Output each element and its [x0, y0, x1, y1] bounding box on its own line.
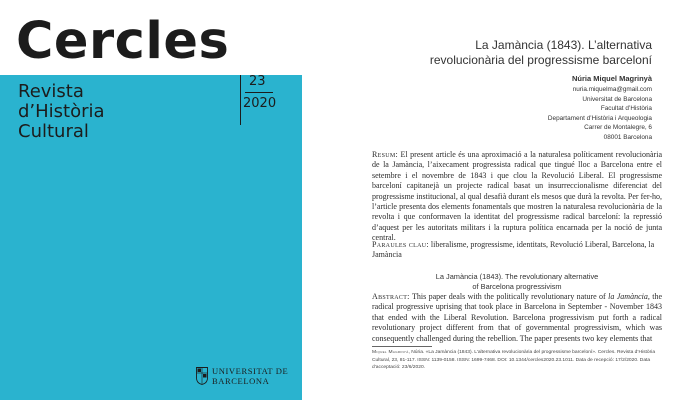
year-rule — [245, 92, 273, 93]
author-affiliation: Facultat d’Història — [600, 105, 652, 113]
abstract-catalan — [372, 150, 662, 244]
english-title-line: of Barcelona progressivism — [472, 281, 562, 291]
journal-title: Cercles — [16, 12, 230, 71]
article-first-page — [302, 0, 700, 400]
abstract-english — [372, 292, 662, 344]
journal-cover — [0, 0, 302, 400]
publication-year: 2020 — [243, 96, 277, 111]
university-name-line2: BARCELONA — [212, 376, 270, 386]
subtitle-line: Revista — [18, 81, 84, 102]
subtitle-line: Cultural — [18, 121, 89, 142]
keywords-label: Paraules clau: — [372, 240, 429, 249]
article-title-line: revolucionària del progressisme barceloní — [429, 53, 652, 67]
citation-author: Miquel Magrinyà — [372, 350, 409, 355]
abstract-italic-term: la Jamància — [608, 292, 648, 301]
keywords-text: liberalisme, progressisme, identitats, Revolució Liberal, Barcelona, la Jamància — [372, 240, 655, 260]
citation-text: , Núria. «La Jamància (1843). L’alternativa revolucionària del progressisme barceloní». Cercles. Revista d’Història Cultural, 23, 81-117. ISSN: 1139-0158. ISSN: 1699-7468. DOI: 10.1344/cercles2020.23.1011. Data de recepció: 17/2/2020. Data d’acceptació: 23/6/2020. — [372, 350, 656, 371]
citation-footer — [372, 349, 664, 372]
university-logo — [196, 366, 296, 388]
author-street: Carrer de Montalegre, 6 — [584, 124, 652, 132]
abstract-text: , the radical progressive uprising that took place in Barcelona in September - November 1843 that ended with the Liberal Revolution. Barcelona progressivism put forth a radical revolutionary project different from that of governmental progressivism, which was consequently challenged during the rebellion. The paper presents two key elements that — [372, 292, 663, 343]
journal-subtitle — [18, 82, 105, 142]
author-affiliation: Departament d’Història i Arqueologia — [547, 114, 652, 122]
author-email: nuria.miquelma@gmail.com — [572, 86, 652, 93]
english-title — [372, 272, 662, 291]
volume-number: 23 — [249, 74, 266, 89]
keywords-catalan — [372, 240, 662, 261]
article-title-line: La Jamància (1843). L’alternativa — [475, 38, 652, 52]
abstract-label: Resum: — [372, 150, 399, 159]
author-affiliation: Universitat de Barcelona — [582, 95, 652, 103]
abstract-label: Abstract: — [372, 292, 410, 301]
university-name-line1: UNIVERSITAT DE — [212, 366, 289, 376]
subtitle-line: d’Història — [18, 101, 105, 122]
abstract-text: El present article és una aproximació a la naturalesa políticament revolucionària de la Jamància, l’aixecament progressista radical que tingué lloc a Barcelona entre el setembre i el novembre de 1843 i que clou la Revolució Liberal. El progressisme barceloní capitanejà un projecte radical basat un insurreccionalisme diferenciat del progressisme institucional, al qual desafià durant els mesos que durà la revolta. Per fer-ho, l’article presenta dos elements fonamentals que mostren la naturalesa revolucionària de la revolta i que conformaven la identitat del progressisme radical barceloní: la repressió d’aquest per les autoritats militars i la ruptura política encarnada per la noció de junta central. — [372, 150, 662, 243]
cover-divider — [240, 75, 241, 125]
author-name: Núria Miquel Magrinyà — [571, 74, 652, 83]
citation-rule — [372, 346, 432, 347]
author-city: 08001 Barcelona — [603, 133, 652, 141]
abstract-text: This paper deals with the politically revolutionary nature of — [411, 292, 606, 301]
article-title — [342, 38, 652, 68]
author-block — [402, 73, 652, 143]
english-title-line: La Jamància (1843). The revolutionary alternative — [435, 272, 599, 281]
university-shield-icon — [196, 367, 208, 385]
